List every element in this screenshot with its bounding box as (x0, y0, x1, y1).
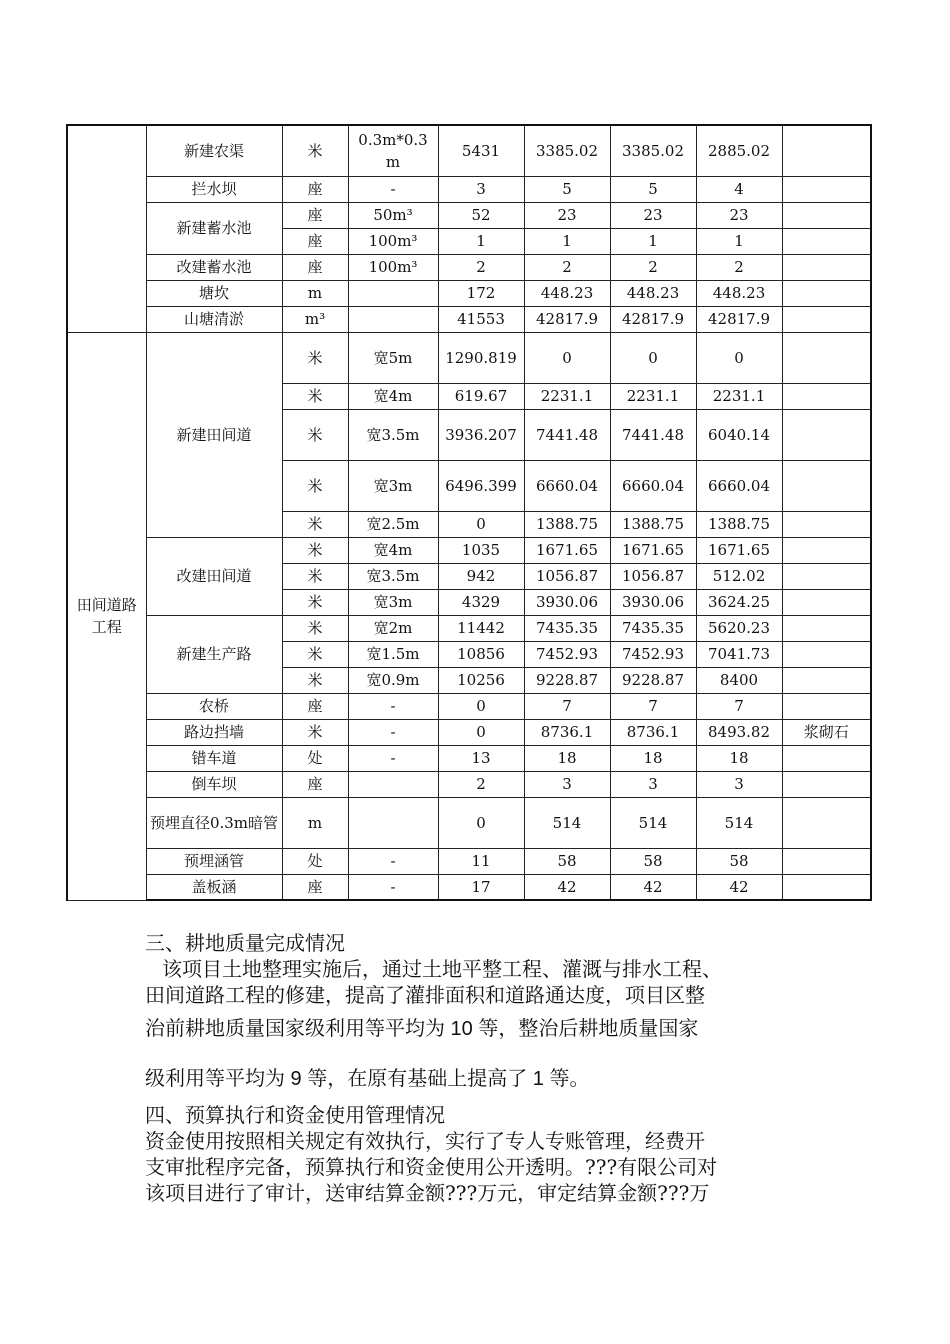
value-cell: 18 (696, 745, 782, 771)
value-cell: 23 (524, 202, 610, 228)
note-cell (782, 693, 871, 719)
note-cell (782, 745, 871, 771)
table-row (67, 202, 871, 228)
spec-cell: 宽4m (348, 383, 438, 409)
spec-cell: 宽4m (348, 537, 438, 563)
note-cell (782, 306, 871, 332)
note-cell (782, 228, 871, 254)
value-cell: 0 (696, 332, 782, 383)
value-cell: 6496.399 (438, 460, 524, 511)
category-cell (67, 125, 146, 332)
value-cell: 10256 (438, 667, 524, 693)
value-cell: 8400 (696, 667, 782, 693)
note-cell (782, 176, 871, 202)
value-cell: 6040.14 (696, 409, 782, 460)
spec-cell: 宽5m (348, 332, 438, 383)
value-cell: 4329 (438, 589, 524, 615)
unit-cell: 座 (282, 228, 348, 254)
value-cell: 1035 (438, 537, 524, 563)
note-cell (782, 254, 871, 280)
section-4-line-2: 支审批程序完备，预算执行和资金使用公开透明。???有限公司对 (145, 1155, 718, 1179)
value-cell: 1 (438, 228, 524, 254)
item-name-cell: 新建生产路 (146, 615, 282, 693)
value-cell: 5431 (438, 125, 524, 176)
value-cell: 58 (696, 848, 782, 874)
value-cell: 42 (610, 874, 696, 900)
table-row (67, 537, 871, 563)
value-cell: 0 (438, 797, 524, 848)
spec-cell (348, 306, 438, 332)
value-cell: 448.23 (524, 280, 610, 306)
value-cell: 7441.48 (610, 409, 696, 460)
spec-cell: 宽3.5m (348, 409, 438, 460)
unit-cell: 米 (282, 641, 348, 667)
value-cell: 3 (610, 771, 696, 797)
value-cell: 3385.02 (610, 125, 696, 176)
spec-cell: 100m³ (348, 228, 438, 254)
unit-cell: 处 (282, 848, 348, 874)
table-row (67, 874, 871, 900)
value-cell: 3624.25 (696, 589, 782, 615)
value-cell: 42817.9 (524, 306, 610, 332)
value-cell: 8736.1 (524, 719, 610, 745)
section-3-line-4: 级利用等平均为 9 等，在原有基础上提高了 1 等。 (145, 1068, 590, 1090)
value-cell: 2 (438, 771, 524, 797)
spec-cell: - (348, 719, 438, 745)
value-cell: 514 (524, 797, 610, 848)
value-cell: 1671.65 (524, 537, 610, 563)
item-name-cell: 预埋涵管 (146, 848, 282, 874)
item-name-cell: 新建田间道 (146, 332, 282, 537)
note-cell (782, 874, 871, 900)
item-name-cell: 倒车坝 (146, 771, 282, 797)
note-cell (782, 848, 871, 874)
value-cell: 3385.02 (524, 125, 610, 176)
value-cell: 6660.04 (524, 460, 610, 511)
unit-cell: 米 (282, 563, 348, 589)
table-row (67, 693, 871, 719)
value-cell: 1 (524, 228, 610, 254)
spec-cell: 宽2m (348, 615, 438, 641)
value-cell: 514 (696, 797, 782, 848)
value-cell: 5 (610, 176, 696, 202)
note-cell (782, 280, 871, 306)
note-cell (782, 641, 871, 667)
note-cell (782, 460, 871, 511)
table-row (67, 797, 871, 848)
value-cell: 1290.819 (438, 332, 524, 383)
item-name-cell: 塘坎 (146, 280, 282, 306)
value-cell: 2885.02 (696, 125, 782, 176)
unit-cell: 米 (282, 511, 348, 537)
item-name-cell: 改建田间道 (146, 537, 282, 615)
value-cell: 3930.06 (524, 589, 610, 615)
value-cell: 11442 (438, 615, 524, 641)
value-cell: 8736.1 (610, 719, 696, 745)
value-cell: 52 (438, 202, 524, 228)
spec-cell: 宽2.5m (348, 511, 438, 537)
unit-cell: 米 (282, 537, 348, 563)
spec-cell: 100m³ (348, 254, 438, 280)
value-cell: 58 (610, 848, 696, 874)
unit-cell: 米 (282, 383, 348, 409)
unit-cell: 处 (282, 745, 348, 771)
value-cell: 172 (438, 280, 524, 306)
note-cell: 浆砌石 (782, 719, 871, 745)
section-3-line-3: 治前耕地质量国家级利用等平均为 10 等，整治后耕地质量国家 (145, 1018, 699, 1040)
note-cell (782, 383, 871, 409)
value-cell: 1388.75 (696, 511, 782, 537)
value-cell: 4 (696, 176, 782, 202)
table-row (67, 125, 871, 176)
value-cell: 2 (524, 254, 610, 280)
value-cell: 5 (524, 176, 610, 202)
value-cell: 2 (610, 254, 696, 280)
note-cell (782, 202, 871, 228)
item-name-cell: 新建蓄水池 (146, 202, 282, 254)
unit-cell: 座 (282, 254, 348, 280)
value-cell: 0 (610, 332, 696, 383)
item-name-cell: 路边挡墙 (146, 719, 282, 745)
value-cell: 7435.35 (524, 615, 610, 641)
value-cell: 2 (696, 254, 782, 280)
unit-cell: 座 (282, 874, 348, 900)
spec-cell: - (348, 693, 438, 719)
value-cell: 1056.87 (524, 563, 610, 589)
value-cell: 512.02 (696, 563, 782, 589)
value-cell: 3936.207 (438, 409, 524, 460)
unit-cell: 米 (282, 719, 348, 745)
spec-cell: - (348, 874, 438, 900)
spec-cell: 宽3m (348, 460, 438, 511)
spec-cell: 宽3.5m (348, 563, 438, 589)
value-cell: 9228.87 (610, 667, 696, 693)
value-cell: 448.23 (696, 280, 782, 306)
item-name-cell: 新建农渠 (146, 125, 282, 176)
value-cell: 0 (524, 332, 610, 383)
table-row (67, 719, 871, 745)
unit-cell: 座 (282, 693, 348, 719)
spec-cell (348, 280, 438, 306)
spec-cell (348, 797, 438, 848)
unit-cell: 米 (282, 615, 348, 641)
value-cell: 619.67 (438, 383, 524, 409)
value-cell: 1 (610, 228, 696, 254)
value-cell: 23 (610, 202, 696, 228)
section-4-line-3: 该项目进行了审计，送审结算金额???万元，审定结算金额???万 (145, 1181, 710, 1205)
spec-cell: - (348, 176, 438, 202)
spec-cell: 50m³ (348, 202, 438, 228)
item-name-cell: 盖板涵 (146, 874, 282, 900)
value-cell: 7452.93 (524, 641, 610, 667)
unit-cell: m (282, 797, 348, 848)
value-cell: 6660.04 (696, 460, 782, 511)
item-name-cell: 农桥 (146, 693, 282, 719)
unit-cell: m (282, 280, 348, 306)
engineering-quantity-table (66, 124, 872, 901)
unit-cell: 米 (282, 125, 348, 176)
value-cell: 0 (438, 511, 524, 537)
value-cell: 942 (438, 563, 524, 589)
value-cell: 42817.9 (696, 306, 782, 332)
unit-cell: 米 (282, 460, 348, 511)
section-3-line-2: 田间道路工程的修建，提高了灌排面积和道路通达度，项目区整 (145, 983, 705, 1007)
unit-cell: 米 (282, 589, 348, 615)
value-cell: 7041.73 (696, 641, 782, 667)
table-row (67, 848, 871, 874)
table-row (67, 306, 871, 332)
note-cell (782, 615, 871, 641)
value-cell: 5620.23 (696, 615, 782, 641)
value-cell: 18 (524, 745, 610, 771)
value-cell: 1671.65 (610, 537, 696, 563)
table-row (67, 254, 871, 280)
note-cell (782, 511, 871, 537)
section-4-line-1: 资金使用按照相关规定有效执行，实行了专人专账管理，经费开 (145, 1129, 705, 1153)
value-cell: 7 (696, 693, 782, 719)
value-cell: 1 (696, 228, 782, 254)
item-name-cell: 改建蓄水池 (146, 254, 282, 280)
section-4-heading: 四、预算执行和资金使用管理情况 (145, 1103, 445, 1127)
value-cell: 41553 (438, 306, 524, 332)
table-row (67, 176, 871, 202)
unit-cell: 米 (282, 332, 348, 383)
table-row (67, 615, 871, 641)
value-cell: 13 (438, 745, 524, 771)
unit-cell: 米 (282, 667, 348, 693)
value-cell: 8493.82 (696, 719, 782, 745)
item-name-cell: 预埋直径0.3m暗管 (146, 797, 282, 848)
value-cell: 3 (438, 176, 524, 202)
section-3-heading: 三、耕地质量完成情况 (145, 931, 345, 955)
note-cell (782, 409, 871, 460)
value-cell: 0 (438, 693, 524, 719)
value-cell: 514 (610, 797, 696, 848)
value-cell: 23 (696, 202, 782, 228)
spec-cell (348, 771, 438, 797)
value-cell: 10856 (438, 641, 524, 667)
spec-cell: 0.3m*0.3m (348, 125, 438, 176)
value-cell: 0 (438, 719, 524, 745)
item-name-cell: 山塘清淤 (146, 306, 282, 332)
value-cell: 2 (438, 254, 524, 280)
spec-cell: 宽0.9m (348, 667, 438, 693)
note-cell (782, 563, 871, 589)
table-row (67, 280, 871, 306)
category-cell: 田间道路工程 (67, 332, 146, 900)
value-cell: 42 (696, 874, 782, 900)
unit-cell: 座 (282, 176, 348, 202)
note-cell (782, 797, 871, 848)
unit-cell: 座 (282, 202, 348, 228)
value-cell: 7452.93 (610, 641, 696, 667)
value-cell: 7 (524, 693, 610, 719)
value-cell: 58 (524, 848, 610, 874)
value-cell: 1388.75 (524, 511, 610, 537)
value-cell: 3 (696, 771, 782, 797)
value-cell: 2231.1 (610, 383, 696, 409)
value-cell: 7441.48 (524, 409, 610, 460)
table-row (67, 771, 871, 797)
unit-cell: 座 (282, 771, 348, 797)
value-cell: 11 (438, 848, 524, 874)
spec-cell: - (348, 745, 438, 771)
value-cell: 7 (610, 693, 696, 719)
note-cell (782, 537, 871, 563)
value-cell: 7435.35 (610, 615, 696, 641)
value-cell: 448.23 (610, 280, 696, 306)
value-cell: 3 (524, 771, 610, 797)
value-cell: 1056.87 (610, 563, 696, 589)
unit-cell: 米 (282, 409, 348, 460)
note-cell (782, 125, 871, 176)
note-cell (782, 589, 871, 615)
value-cell: 1388.75 (610, 511, 696, 537)
value-cell: 3930.06 (610, 589, 696, 615)
value-cell: 2231.1 (524, 383, 610, 409)
value-cell: 42 (524, 874, 610, 900)
note-cell (782, 332, 871, 383)
unit-cell: m³ (282, 306, 348, 332)
value-cell: 2231.1 (696, 383, 782, 409)
table-row (67, 745, 871, 771)
note-cell (782, 771, 871, 797)
value-cell: 1671.65 (696, 537, 782, 563)
spec-cell: - (348, 848, 438, 874)
item-name-cell: 错车道 (146, 745, 282, 771)
spec-cell: 宽3m (348, 589, 438, 615)
value-cell: 6660.04 (610, 460, 696, 511)
section-3-line-1: 该项目土地整理实施后，通过土地平整工程、灌溉与排水工程、 (162, 957, 722, 981)
value-cell: 9228.87 (524, 667, 610, 693)
value-cell: 18 (610, 745, 696, 771)
spec-cell: 宽1.5m (348, 641, 438, 667)
table-row (67, 332, 871, 383)
note-cell (782, 667, 871, 693)
value-cell: 42817.9 (610, 306, 696, 332)
value-cell: 17 (438, 874, 524, 900)
item-name-cell: 拦水坝 (146, 176, 282, 202)
